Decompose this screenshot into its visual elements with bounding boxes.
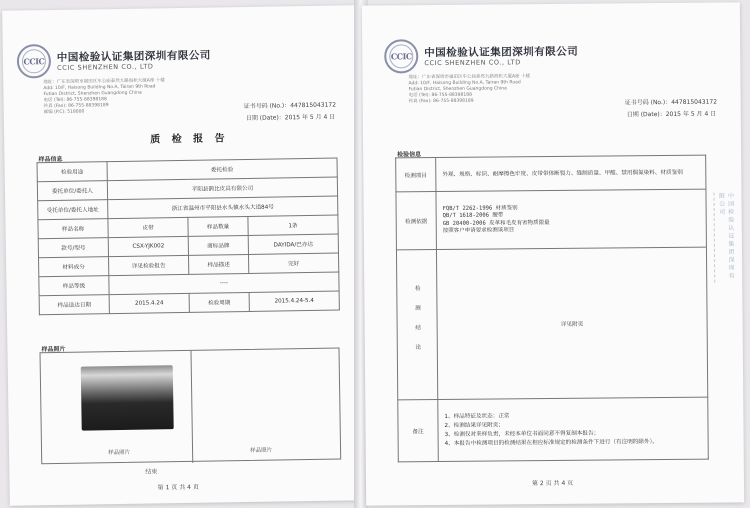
section-sample-info: 样品信息 — [38, 155, 63, 164]
photo-divider — [190, 351, 192, 463]
page-number: 第 2 页 共 4 页 — [531, 479, 574, 488]
report-date: 日期 (Date)：2015 年 5 月 4 日 — [245, 113, 336, 122]
section-test-info: 检验信息 — [397, 151, 422, 159]
belt-photo — [81, 365, 174, 430]
report-number: 证书号码 (No.)：447815043172 — [624, 98, 718, 107]
table-row: 样品等级 ---- — [39, 272, 339, 296]
table-row: 款号/型号 CSX-YJK002 商标品牌 DAYIDA/巴亦达 — [38, 234, 338, 258]
table-row: 样品名称 皮带 样品数量 1条 — [38, 215, 338, 239]
table-row: 检测依据 FQB/T 2262-1996 材质鉴别 QB/T 1618-2006 腰带 GB 20400-2006 皮革和毛皮有害物质限量 按照客户申请要求检测该项目 — [396, 189, 706, 250]
document-title: 质 检 报 告 — [150, 133, 229, 146]
table-row: 检测结论 详见附页 — [396, 247, 707, 400]
end-marker: 结束 — [145, 468, 158, 476]
report-page-1 — [2, 5, 362, 505]
section-sample-photo: 样品照片 — [41, 345, 66, 354]
table-row: 检验用途 委托检验 — [37, 158, 337, 182]
company-name-cn: 中国检验认证集团深圳有限公司 — [424, 45, 579, 60]
ccic-logo: CCIC — [384, 39, 418, 73]
table-row: 备注 1、样品特征及状态：正常 2、检测结果详见附页； 3、检测仅对来样负责，未经本单位书面同意不得复制本报告； 4、本报告中检测项目的检测结果在相应标准规定的检测条件下进行（有注明的除外）。 — [398, 397, 709, 462]
sample-photo-box — [40, 348, 342, 465]
report-date: 日期 (Date)：2015 年 5 月 4 日 — [626, 110, 717, 119]
table-row: 检测项目 外观、规格、标识、耐摩擦色牢度、皮带带体断裂力、缝制质量、甲醛、禁用偶氮染料、材质鉴别 — [396, 155, 706, 192]
company-name-cn: 中国检验认证集团深圳有限公司 — [56, 49, 211, 64]
photo-caption: 样品照片 — [108, 449, 131, 457]
company-address: 地址：广东省深圳市福田区车公庙泰然九路海松大厦A座 十楼 Add: 10/F, Haisong Building No.A, Tairan 9th Road Futian District, Shenzhen Guangdong China 电话 (Tel): 86-755-88398188 传真 (Fax): 86-755-88398189 邮编 (P.C): 518000 — [43, 78, 165, 116]
company-address: 地址：广东省深圳市福田区车公庙泰然九路海松大厦A座 十楼 Add: 10/F, Haisong Building No.A, Tairan 9th Road Futian District, Shenzhen Guangdong China 电话 (Tel): 86-755-88398188 传真 (Fax): 86-755-88398189 — [408, 74, 530, 105]
report-number: 证书号码 (No.)：447815043172 — [243, 101, 337, 111]
photo-caption: 样品照片 — [250, 447, 273, 454]
sample-info-table — [37, 158, 340, 316]
test-info-table — [395, 155, 709, 463]
report-page-2 — [362, 2, 744, 505]
company-name-en: CCIC SHENZHEN CO., LTD — [56, 62, 154, 72]
page-number: 第 1 页 共 4 页 — [157, 483, 199, 492]
seal-stamp: 中国检验认证集团深圳有限公司 — [713, 192, 735, 282]
table-row: 样品送达日期 2015.4.24 检验周期 2015.4.24-5.4 — [39, 291, 339, 315]
company-name-en: CCIC SHENZHEN CO., LTD — [424, 58, 521, 68]
table-row: 委托单位/委托人 平阳县鹊比皮具有限公司 — [37, 177, 337, 201]
ccic-logo: CCIC — [17, 44, 52, 79]
table-row: 材料成分 详见检验报告 样品描述 完好 — [39, 253, 339, 277]
table-row: 受托单位/委托人地址 浙江省温州市平阳县水头镇水头大道84号 — [38, 196, 338, 220]
